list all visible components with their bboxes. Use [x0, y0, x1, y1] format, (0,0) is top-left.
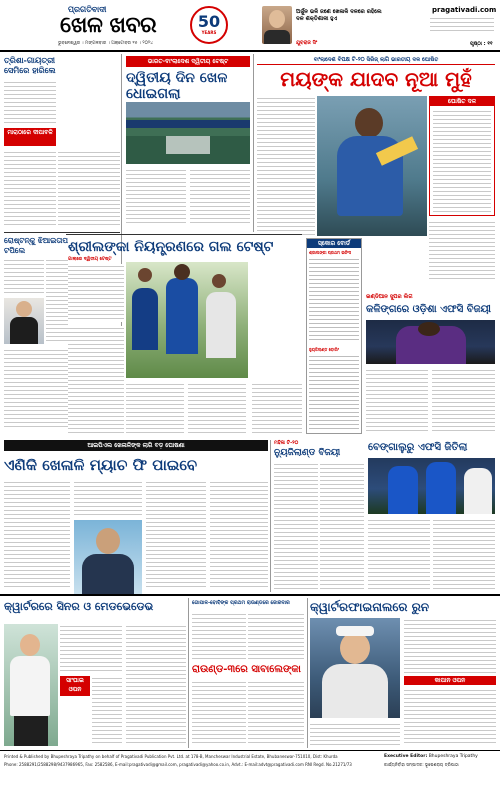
section-title: ଖେଳ ଖବର [60, 13, 157, 38]
srilanka-subkicker: ଗାଲାରେ ଦ୍ୱିତୀୟ ଟେଷ୍ଟ [68, 257, 112, 262]
odisha-fc-photo [366, 320, 495, 364]
footer-line1: Printed & Published by Bhupeshraya Tripathy on behalf of Pragativadi Publication Pvt. Ltd. at 178-B, Mancheswar Industrial Estate, Bhubaneswar-751010, Dist: Khurda [4, 754, 338, 759]
sinner-photo [4, 624, 58, 746]
footer [0, 752, 500, 788]
website: pragativadi.com [432, 6, 497, 14]
brand-name: ପ୍ରଗତିବାଦୀ [68, 5, 107, 14]
announced-squad-box [429, 96, 495, 216]
quote-text: ଅର୍ଜୁନ ଭଳି ଜଣେ ଖେଳାଳି ଦଳରେ ରହିଲେ ଦଳ ଶକ୍ତିଶାଳୀ ହୁଏ [296, 9, 382, 22]
footer-editor-label: Executive Editor: [384, 754, 428, 759]
bottom-center-kicker: ଗୋପାଳ-ବୋବିଙ୍କ ପ୍ରଥମ ରାଉଣ୍ଡରେ ଜୋରଦାର [192, 600, 290, 606]
left-story2-headline: ରୋଷ୍ଟନ୍‌କୁ ଝିଆଇତାପ ଟପିଲେ [4, 236, 68, 255]
isl-headline: କଳିଙ୍ଗରେ ଓଡ଼ିଶା ଏଫସି ବିଜୟୀ [366, 304, 491, 315]
left-story1-tag: ମାରାଠାରେ ଦୀପାବଳି [4, 128, 56, 146]
sabalenka-headline: ରାଉଣ୍ଡ-୩ରେ ସାବାଲେଙ୍କା [192, 664, 301, 675]
footer-editor-name: Bhupeshraya Tripathy [428, 754, 478, 759]
shanghai-open-tag: ସାଂଘାଇ ଓପନ [60, 676, 90, 696]
footer-editor-odia: କାର୍ଯ୍ୟନିର୍ବାହୀ ସମ୍ପାଦକ: ଭୂପେଶରାୟ ତ୍ରିପାଠୀ [384, 762, 459, 767]
page-number: ପୃଷ୍ଠା : ୧୧ [470, 41, 493, 47]
bengaluru-fc-photo [368, 458, 495, 514]
rune-photo [310, 618, 400, 718]
srilanka-headline: ଶ୍ରୀଲଙ୍କା ନିୟନ୍ତ୍ରଣରେ ଗଲ ଟେଷ୍ଟ [68, 239, 274, 255]
nz-win-kicker: ମହିଳା ଟି-୨୦ [274, 440, 299, 446]
score-box-subtitle2: ନ୍ୟୁଜିଲାଣ୍ଡ ବୋଲିଂ [309, 347, 339, 352]
masthead [0, 0, 500, 50]
dateline: ଭୁବନେଶ୍ୱର । ମଙ୍ଗଳବାର । ଅକ୍ଟୋବର ୧୫ । ୨୦୨୪ [58, 41, 154, 46]
left-story1-headline: ତ୍ରିଶା-ଗାୟତ୍ରୀ ସେମିରେ ହାରିଲେ [4, 56, 56, 75]
footer-line2: Phone: 2588291/2588298/9437986965, Fax: 2582586, E-mail:pragativadi@gmail.com, pragativadi@yahoo.co.in, Advt.: E-mail:advt@pragativadi.com RNI Regd. No.21271/73 [4, 762, 352, 767]
ipl-strip: ଆଇପିଏଲ ଖେଳାଳିଙ୍କ ଲାଗି ବଡ଼ ଘୋଷଣା [4, 440, 268, 451]
bottom-right-headline: କ୍ୱାର୍ଟରଫାଇନାଲରେ ରୁନ [310, 600, 430, 614]
center-headline: ଦ୍ୱିତୀୟ ଦିନ ଖେଳ ଧୋଇଗଲା [126, 70, 228, 102]
score-box-subtitle: ଶ୍ରୀଲଙ୍କା ପ୍ରଥମ ଇନିଂସ [309, 250, 352, 255]
badge-word: YEARS [201, 30, 217, 35]
score-box-title: ସ୍କୋର ବୋର୍ଡ [307, 239, 361, 248]
right-headline: ମୟଙ୍କ ଯାଦବ ନୂଆ ମୁହଁ [280, 67, 472, 91]
jay-shah-photo [74, 520, 142, 594]
right-kicker: ବାଂଲାଦେଶ ବିପକ୍ଷ ଟି-୨୦ ସିରିଜ୍ ଲାଗି ଭାରତୀୟ ଦଳ ଘୋଷିତ [257, 56, 495, 65]
anniversary-badge [190, 6, 228, 44]
player-photo-zheng [4, 298, 44, 344]
center-kicker: ଭାରତ-ବାଂଲାଦେଶ ଦ୍ୱିତୀୟ ଟେଷ୍ଟ [126, 56, 250, 67]
srilanka-celebration-photo [126, 262, 248, 378]
score-box [306, 238, 362, 434]
isl-kicker: ଇଣ୍ଡିଆନ ସୁପର ଲିଗ [366, 294, 413, 300]
mayank-photo [317, 96, 427, 236]
rain-stadium-photo [126, 102, 250, 164]
japan-open-box-title: କାପାନ ଓପନ [404, 676, 496, 685]
nz-win-headline: ନ୍ୟୁଜିଲାଣ୍ଡ ବିଜୟୀ [274, 448, 341, 458]
bottom-left-headline: କ୍ୱାର୍ଟରରେ ସିନର ଓ ମେଡଭେଡେଭ [4, 600, 154, 613]
squad-box-title: ଘୋଷିତ ଦଳ [430, 97, 494, 106]
bengaluru-headline: ବେଙ୍ଗାଲୁରୁ ଏଫସି ଜିତିଲା [368, 442, 468, 453]
badge-years: 50 [197, 12, 221, 31]
match-fee-headline: ଏଣିକି ଖେଳାଳି ମ୍ୟାଚ ଫି ପାଇବେ [4, 456, 198, 474]
portrait-yuvraj [262, 6, 292, 44]
quote-by: ଯୁବରାଜ ସିଂ [296, 40, 318, 46]
